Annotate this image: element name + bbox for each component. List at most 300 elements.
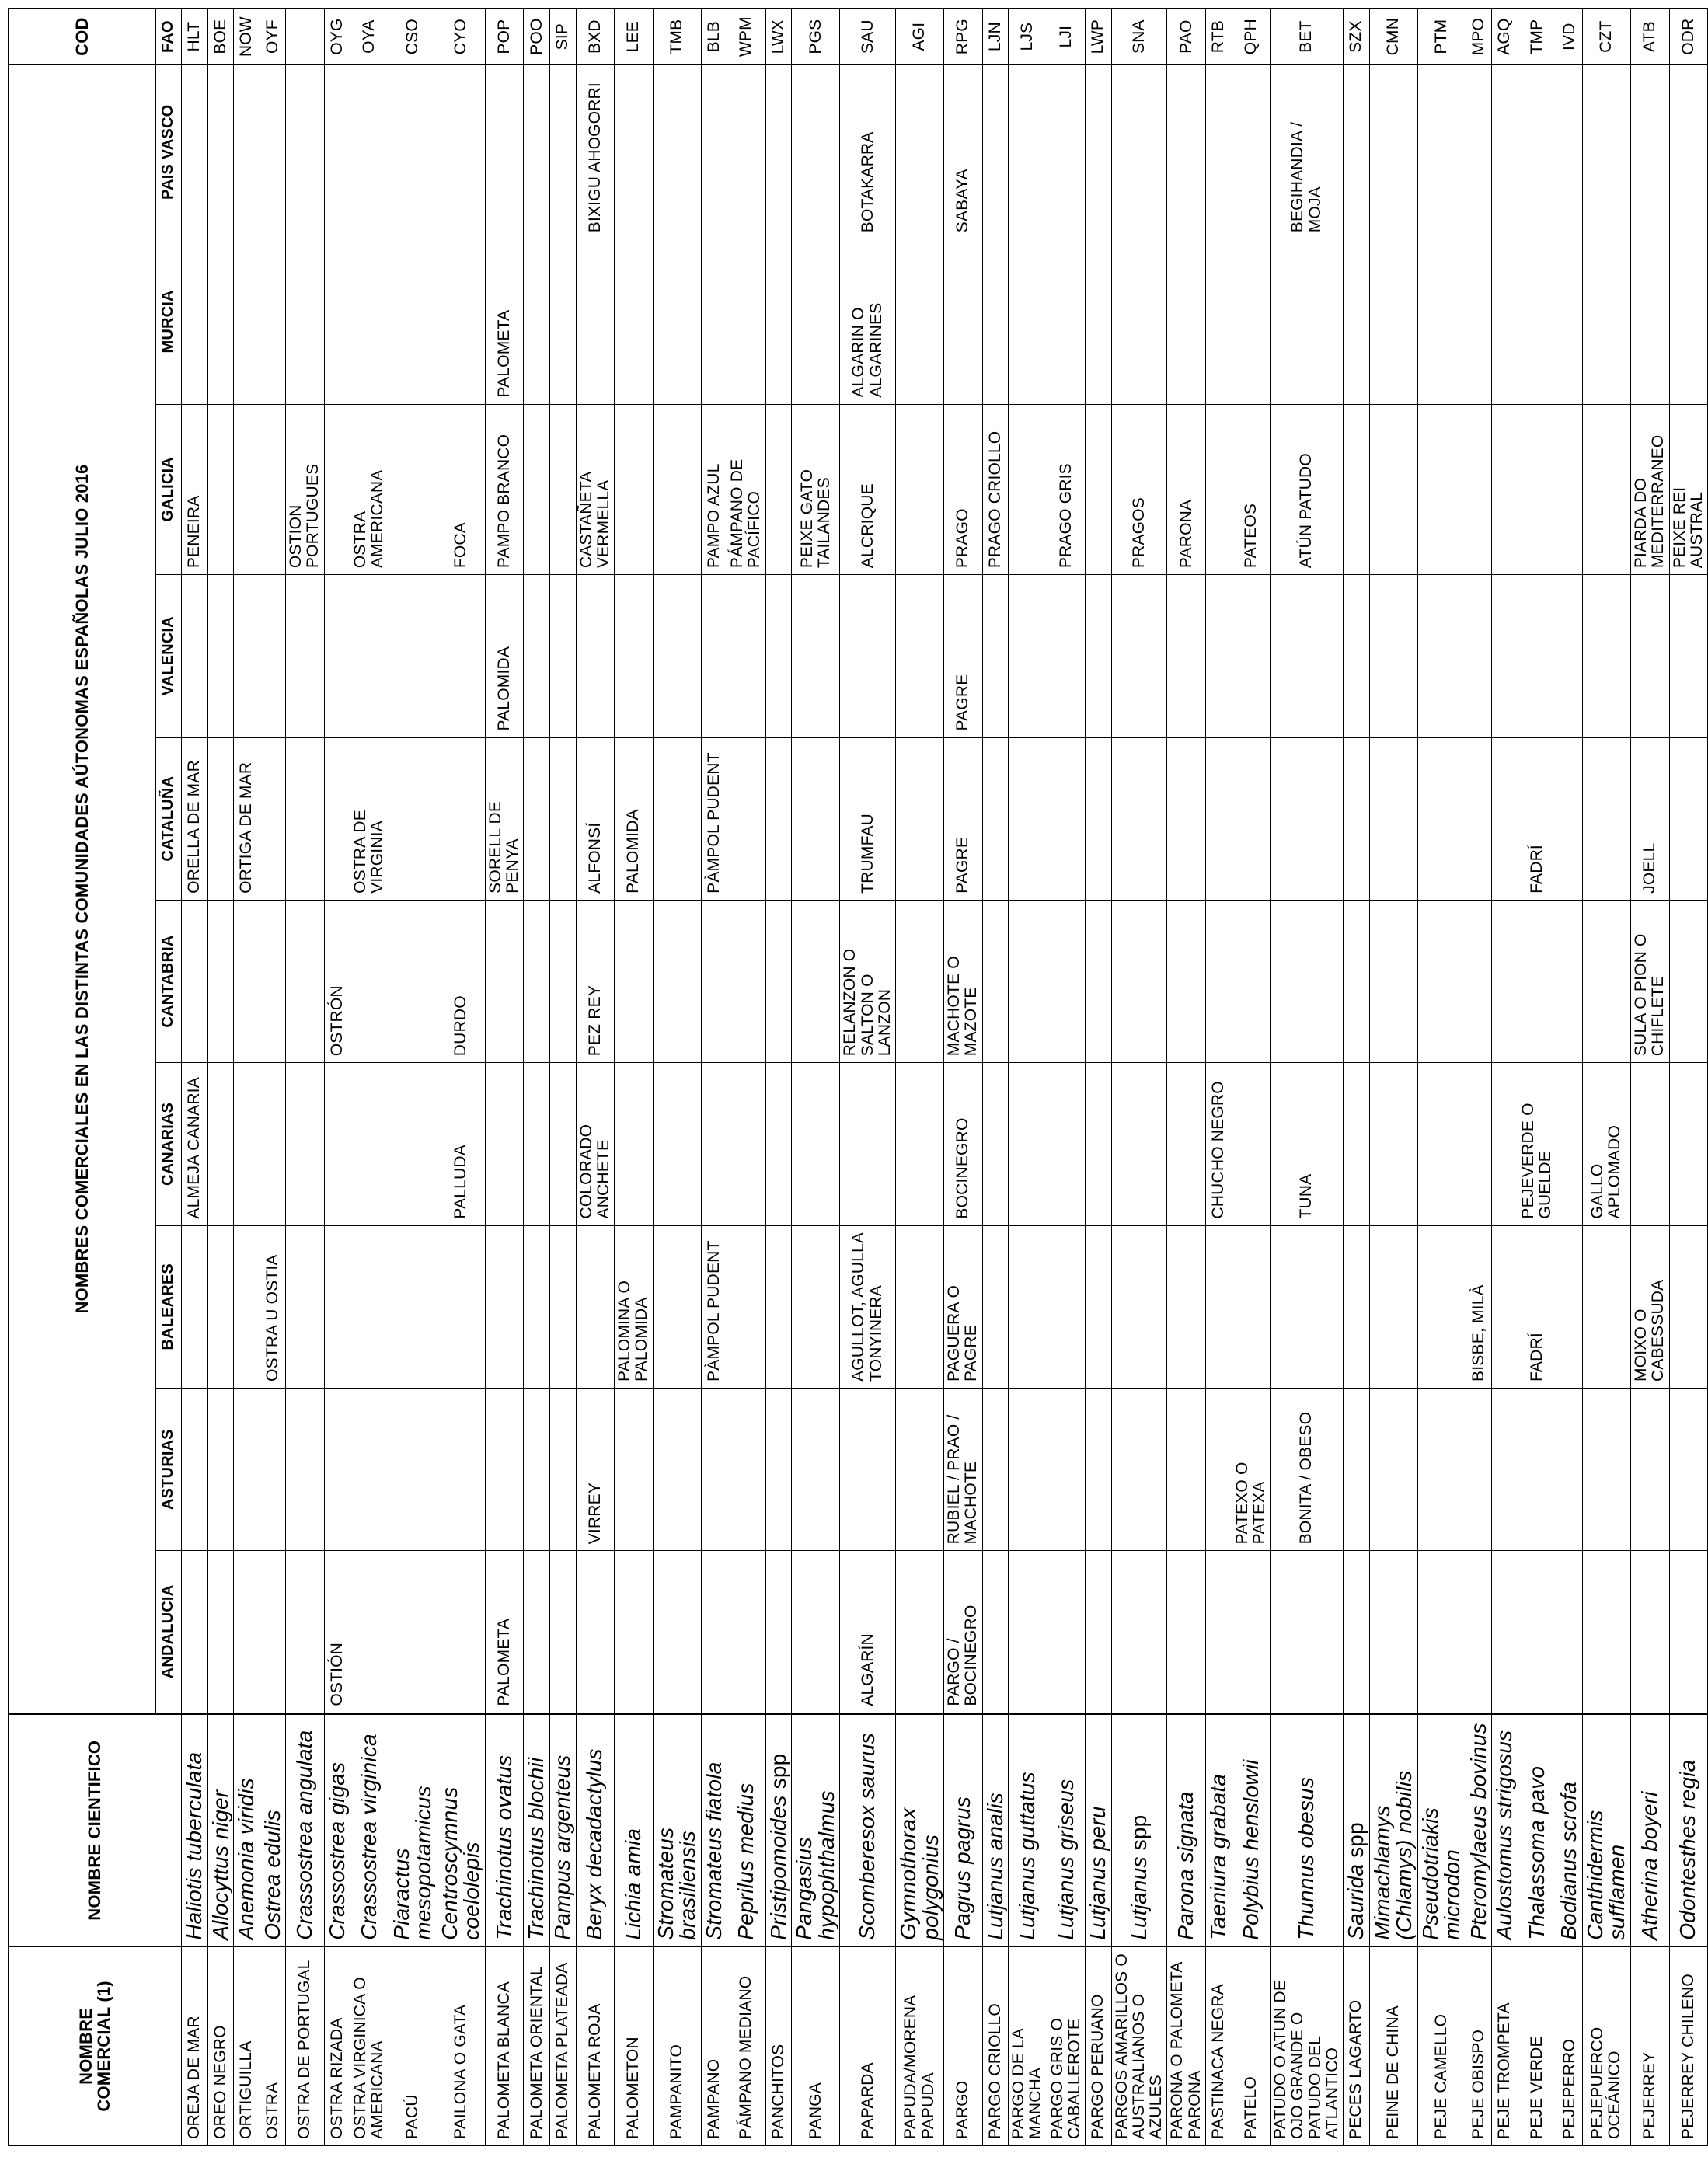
- cell-region-pais-vasco: [1111, 65, 1167, 239]
- cell-region-valencia: [1582, 575, 1630, 737]
- cell-region-murcia: [792, 239, 840, 404]
- cell-fao-code: PAO: [1167, 9, 1206, 65]
- cell-region-andalucia: [1047, 1551, 1086, 1713]
- cell-region-pais-vasco: [485, 65, 524, 239]
- scientific-name: Crassostrea gigas: [324, 1761, 349, 1940]
- cell-region-cantabria: [982, 900, 1009, 1062]
- cell-region-galicia: PRAGO CRIOLLO: [982, 404, 1009, 575]
- scientific-name: Haliotis tuberculata: [182, 1751, 206, 1940]
- cell-region-cantabria: [549, 900, 576, 1062]
- scientific-name: Polybius henslowii: [1238, 1759, 1263, 1940]
- cell-nombre-cientifico: [727, 1713, 766, 1946]
- cell-region-baleares: [1556, 1225, 1583, 1388]
- cell-region-valencia: [350, 575, 389, 737]
- cell-region-asturias: [437, 1388, 485, 1550]
- rotated-sheet: [8, 8, 1706, 2146]
- cell-nombre-comercial: PATUDO O ATUN DE OJO GRANDE O PATUDO DEL ATLANTICO: [1271, 1946, 1344, 2145]
- cell-fao-code: OYA: [350, 9, 389, 65]
- cell-region-asturias: [982, 1388, 1009, 1550]
- cell-region-murcia: [1111, 239, 1167, 404]
- cell-nombre-comercial: PEJEPUERCO OCEÁNICO: [1582, 1946, 1630, 2145]
- cell-region-andalucia: [982, 1551, 1009, 1713]
- cell-region-pais-vasco: [1518, 65, 1556, 239]
- cell-fao-code: LEE: [615, 9, 654, 65]
- scientific-name: Lutjanus: [1126, 1856, 1151, 1940]
- cell-region-canarias: [524, 1063, 550, 1225]
- cell-region-baleares: PÀMPOL PUDENT: [701, 1225, 727, 1388]
- cell-region-canarias: [207, 1063, 234, 1225]
- cell-region-asturias: [1167, 1388, 1206, 1550]
- cell-region-pais-vasco: [653, 65, 701, 239]
- cell-region-pais-vasco: [389, 65, 437, 239]
- cell-region-murcia: [324, 239, 350, 404]
- cell-region-asturias: [1582, 1388, 1630, 1550]
- cell-region-murcia: [1344, 239, 1370, 404]
- cell-region-murcia: [615, 239, 654, 404]
- cell-nombre-comercial: OSTRA DE PORTUGAL: [286, 1946, 325, 2145]
- cell-region-pais-vasco: [324, 65, 350, 239]
- cell-nombre-comercial: PARGO: [944, 1946, 983, 2145]
- cell-nombre-cientifico: [234, 1713, 260, 1946]
- cell-region-pais-vasco: [1631, 65, 1670, 239]
- cell-nombre-comercial: PAMPANITO: [653, 1946, 701, 2145]
- cell-region-asturias: [350, 1388, 389, 1550]
- cell-fao-code: PGS: [792, 9, 840, 65]
- cell-region-galicia: PRAGOS: [1111, 404, 1167, 575]
- cell-fao-code: QPH: [1232, 9, 1271, 65]
- cell-region-cataluña: [1417, 737, 1466, 900]
- cell-region-valencia: [792, 575, 840, 737]
- scientific-name: Trachinotus ovatus: [491, 1755, 516, 1940]
- cell-region-valencia: [615, 575, 654, 737]
- cell-region-galicia: [615, 404, 654, 575]
- cell-region-pais-vasco: [1232, 65, 1271, 239]
- cell-region-asturias: [286, 1388, 325, 1550]
- cell-region-murcia: [1232, 239, 1271, 404]
- cell-region-galicia: [324, 404, 350, 575]
- cell-region-murcia: [896, 239, 944, 404]
- species-suffix: spp: [1344, 1822, 1368, 1858]
- header-nombre-cientifico: NOMBRE CIENTIFICO: [9, 1713, 182, 1946]
- cell-region-cantabria: [1369, 900, 1417, 1062]
- cell-region-cantabria: [1271, 900, 1344, 1062]
- cell-region-andalucia: [1669, 1551, 1708, 1713]
- cell-region-pais-vasco: [1167, 65, 1206, 239]
- cell-region-baleares: [437, 1225, 485, 1388]
- cell-region-galicia: [1556, 404, 1583, 575]
- cell-region-valencia: [1047, 575, 1086, 737]
- cell-region-cataluña: ALFONSÍ: [576, 737, 615, 900]
- cell-nombre-comercial: PEJE CAMELLO: [1417, 1946, 1466, 2145]
- cell-region-murcia: [1417, 239, 1466, 404]
- cell-region-cantabria: [1518, 900, 1556, 1062]
- cell-region-murcia: [389, 239, 437, 404]
- cell-region-canarias: [982, 1063, 1009, 1225]
- cell-region-canarias: [896, 1063, 944, 1225]
- cell-region-baleares: [896, 1225, 944, 1388]
- cell-fao-code: NOW: [234, 9, 260, 65]
- cell-fao-code: OYG: [324, 9, 350, 65]
- cell-nombre-cientifico: [524, 1713, 550, 1946]
- table-row: [286, 9, 325, 2146]
- cell-region-cataluña: [1344, 737, 1370, 900]
- cell-region-cataluña: [1167, 737, 1206, 900]
- cell-region-andalucia: [234, 1551, 260, 1713]
- cell-region-baleares: [1205, 1225, 1232, 1388]
- cell-region-cataluña: [260, 737, 286, 900]
- cell-region-baleares: [1086, 1225, 1112, 1388]
- cell-region-cantabria: [1556, 900, 1583, 1062]
- cell-nombre-comercial: PALOMETA ROJA: [576, 1946, 615, 2145]
- cell-region-galicia: PAMPO BRANCO: [485, 404, 524, 575]
- cell-region-canarias: [1167, 1063, 1206, 1225]
- cell-nombre-cientifico: [1205, 1713, 1232, 1946]
- cell-region-murcia: [1271, 239, 1344, 404]
- cell-region-valencia: [1344, 575, 1370, 737]
- cell-region-murcia: [1167, 239, 1206, 404]
- cell-nombre-cientifico: [840, 1713, 896, 1946]
- cell-fao-code: LJN: [982, 9, 1009, 65]
- cell-region-galicia: [1086, 404, 1112, 575]
- cell-region-murcia: [1631, 239, 1670, 404]
- cell-region-cataluña: [1582, 737, 1630, 900]
- cell-region-cataluña: PÀMPOL PUDENT: [701, 737, 727, 900]
- cell-fao-code: TMB: [653, 9, 701, 65]
- cell-region-cantabria: [260, 900, 286, 1062]
- cell-nombre-comercial: PALOMETA BLANCA: [485, 1946, 524, 2145]
- cell-region-cantabria: [234, 900, 260, 1062]
- cell-region-asturias: PATEXO O PATEXA: [1232, 1388, 1271, 1550]
- scientific-name: Ostrea edulis: [260, 1810, 284, 1940]
- cell-region-cantabria: [182, 900, 208, 1062]
- scientific-name: Taeniura grabata: [1205, 1773, 1230, 1940]
- cell-nombre-cientifico: [896, 1713, 944, 1946]
- cell-nombre-comercial: OSTRA: [260, 1946, 286, 2145]
- table-row: [1111, 9, 1167, 2146]
- cell-nombre-cientifico: [1669, 1713, 1708, 1946]
- cell-region-cataluña: [524, 737, 550, 900]
- cell-fao-code: BET: [1271, 9, 1344, 65]
- cell-nombre-comercial: PEJE TROMPETA: [1492, 1946, 1518, 2145]
- cell-region-asturias: [234, 1388, 260, 1550]
- cell-region-galicia: PRAGO GRIS: [1047, 404, 1086, 575]
- cell-fao-code: AGI: [896, 9, 944, 65]
- cell-fao-code: AGQ: [1492, 9, 1518, 65]
- cell-region-baleares: [1167, 1225, 1206, 1388]
- scientific-name: Allocyttus niger: [207, 1789, 232, 1940]
- cell-region-galicia: [1344, 404, 1370, 575]
- cell-fao-code: SAU: [840, 9, 896, 65]
- table-row: [1047, 9, 1086, 2146]
- cell-region-murcia: [1047, 239, 1086, 404]
- table-row: [1556, 9, 1583, 2146]
- cell-fao-code: LWP: [1086, 9, 1112, 65]
- scientific-name: Thalassoma pavo: [1524, 1765, 1549, 1940]
- scientific-name: Lutjanus guttatus: [1015, 1772, 1040, 1940]
- cell-region-cantabria: [1047, 900, 1086, 1062]
- cell-region-cataluña: [1111, 737, 1167, 900]
- cell-region-cataluña: [896, 737, 944, 900]
- table-row: [727, 9, 766, 2146]
- cell-region-cantabria: [286, 900, 325, 1062]
- cell-region-asturias: [896, 1388, 944, 1550]
- cell-region-andalucia: [1556, 1551, 1583, 1713]
- cell-region-asturias: RUBIEL / PRAO / MACHOTE: [944, 1388, 983, 1550]
- header-nombre-comercial: NOMBRE COMERCIAL (1): [9, 1946, 182, 2145]
- cell-region-valencia: [1518, 575, 1556, 737]
- cell-region-murcia: [944, 239, 983, 404]
- commercial-names-table: [8, 8, 1708, 2146]
- cell-region-baleares: [1492, 1225, 1518, 1388]
- cell-region-andalucia: [1344, 1551, 1370, 1713]
- cell-region-murcia: PALOMETA: [485, 239, 524, 404]
- cell-region-cantabria: [1492, 900, 1518, 1062]
- cell-region-pais-vasco: [701, 65, 727, 239]
- cell-region-canarias: [1086, 1063, 1112, 1225]
- cell-region-asturias: [485, 1388, 524, 1550]
- cell-region-andalucia: [207, 1551, 234, 1713]
- cell-region-murcia: [182, 239, 208, 404]
- cell-region-andalucia: [727, 1551, 766, 1713]
- cell-region-andalucia: [1167, 1551, 1206, 1713]
- cell-region-andalucia: [1086, 1551, 1112, 1713]
- cell-region-andalucia: [286, 1551, 325, 1713]
- table-row: [944, 9, 983, 2146]
- cell-region-andalucia: [1205, 1551, 1232, 1713]
- cell-region-murcia: [765, 239, 792, 404]
- cell-region-baleares: [549, 1225, 576, 1388]
- cell-nombre-cientifico: [1582, 1713, 1630, 1946]
- cell-region-canarias: [727, 1063, 766, 1225]
- table-row: [1631, 9, 1670, 2146]
- cell-nombre-comercial: PÁMPANO MEDIANO: [727, 1946, 766, 2145]
- cell-region-pais-vasco: [1417, 65, 1466, 239]
- scientific-name: Beryx decadactylus: [582, 1748, 607, 1940]
- table-body: [182, 9, 1708, 2146]
- cell-region-asturias: [389, 1388, 437, 1550]
- header-region-galicia: GALICIA: [156, 404, 182, 575]
- cell-region-valencia: [1086, 575, 1112, 737]
- cell-fao-code: RPG: [944, 9, 983, 65]
- cell-region-galicia: [765, 404, 792, 575]
- cell-region-galicia: [1417, 404, 1466, 575]
- cell-region-andalucia: [524, 1551, 550, 1713]
- cell-region-cataluña: [286, 737, 325, 900]
- cell-nombre-cientifico: [182, 1713, 208, 1946]
- cell-region-valencia: [896, 575, 944, 737]
- header-region-valencia: VALENCIA: [156, 575, 182, 737]
- cell-region-valencia: [260, 575, 286, 737]
- cell-region-valencia: [1492, 575, 1518, 737]
- header-title: NOMBRES COMERCIALES EN LAS DISTINTAS COMUNIDADES AÚTONOMAS ESPAÑOLAS JULIO 2016: [9, 65, 156, 1713]
- cell-region-asturias: [701, 1388, 727, 1550]
- cell-region-valencia: [437, 575, 485, 737]
- cell-region-andalucia: OSTIÓN: [324, 1551, 350, 1713]
- scientific-name: Canthidermis sufflamen: [1582, 1810, 1630, 1940]
- cell-nombre-comercial: ORTIGUILLA: [234, 1946, 260, 2145]
- cell-region-asturias: [1417, 1388, 1466, 1550]
- cell-fao-code: BLB: [701, 9, 727, 65]
- cell-region-cataluña: JOELL: [1631, 737, 1670, 900]
- cell-region-galicia: FOCA: [437, 404, 485, 575]
- cell-region-baleares: [1047, 1225, 1086, 1388]
- cell-region-baleares: [350, 1225, 389, 1388]
- cell-nombre-cientifico: [1111, 1713, 1167, 1946]
- cell-region-andalucia: ALGARÍN: [840, 1551, 896, 1713]
- cell-region-cataluña: [1369, 737, 1417, 900]
- table-row: [840, 9, 896, 2146]
- cell-region-andalucia: [701, 1551, 727, 1713]
- cell-nombre-comercial: PANGA: [792, 1946, 840, 2145]
- cell-region-canarias: [1631, 1063, 1670, 1225]
- cell-region-valencia: PAGRE: [944, 575, 983, 737]
- header-region-pais-vasco: PAIS VASCO: [156, 65, 182, 239]
- cell-region-valencia: [324, 575, 350, 737]
- cell-region-asturias: [1466, 1388, 1492, 1550]
- cell-region-andalucia: [1417, 1551, 1466, 1713]
- cell-region-valencia: [982, 575, 1009, 737]
- table-row: [234, 9, 260, 2146]
- cell-region-canarias: [653, 1063, 701, 1225]
- cell-region-cantabria: [1344, 900, 1370, 1062]
- cell-region-canarias: [286, 1063, 325, 1225]
- cell-nombre-cientifico: [653, 1713, 701, 1946]
- cell-region-valencia: [653, 575, 701, 737]
- cell-region-galicia: [389, 404, 437, 575]
- cell-region-baleares: [1271, 1225, 1344, 1388]
- cell-nombre-cientifico: [1167, 1713, 1206, 1946]
- scientific-name: Pseudotriakis microdon: [1417, 1807, 1465, 1940]
- cell-region-baleares: [207, 1225, 234, 1388]
- cell-region-murcia: [234, 239, 260, 404]
- cell-region-galicia: [896, 404, 944, 575]
- cell-fao-code: CMN: [1369, 9, 1417, 65]
- cell-region-andalucia: PALOMETA: [485, 1551, 524, 1713]
- scientific-name: Crassostrea angulata: [292, 1730, 317, 1940]
- cell-region-cataluña: ORTIGA DE MAR: [234, 737, 260, 900]
- cell-nombre-comercial: PARGO CRIOLLO: [982, 1946, 1009, 2145]
- cell-region-pais-vasco: [286, 65, 325, 239]
- cell-region-valencia: [727, 575, 766, 737]
- cell-region-andalucia: [1582, 1551, 1630, 1713]
- cell-region-galicia: PEIXE REI AUSTRAL: [1669, 404, 1708, 575]
- cell-region-canarias: [1344, 1063, 1370, 1225]
- cell-region-baleares: [182, 1225, 208, 1388]
- table-row: [653, 9, 701, 2146]
- cell-nombre-comercial: PATELO: [1232, 1946, 1271, 2145]
- cell-region-pais-vasco: [549, 65, 576, 239]
- cell-region-canarias: [840, 1063, 896, 1225]
- scientific-name: Stromateus fiatola: [701, 1761, 726, 1940]
- cell-region-cantabria: OSTRÓN: [324, 900, 350, 1062]
- cell-region-pais-vasco: [1582, 65, 1630, 239]
- cell-region-canarias: [1047, 1063, 1086, 1225]
- cell-region-valencia: [549, 575, 576, 737]
- cell-region-baleares: [389, 1225, 437, 1388]
- cell-region-cantabria: [727, 900, 766, 1062]
- cell-region-canarias: TUNA: [1271, 1063, 1344, 1225]
- cell-region-cataluña: [324, 737, 350, 900]
- cell-region-asturias: [727, 1388, 766, 1550]
- cell-region-galicia: [1518, 404, 1556, 575]
- cell-region-asturias: [549, 1388, 576, 1550]
- cell-region-valencia: [1232, 575, 1271, 737]
- scientific-name: Gymnothorax polygonius: [896, 1807, 943, 1940]
- cell-region-murcia: [207, 239, 234, 404]
- cell-region-pais-vasco: [1009, 65, 1047, 239]
- cell-region-canarias: [765, 1063, 792, 1225]
- cell-region-canarias: [234, 1063, 260, 1225]
- cell-nombre-comercial: PALOMETON: [615, 1946, 654, 2145]
- table-row: [1344, 9, 1370, 2146]
- cell-region-andalucia: [576, 1551, 615, 1713]
- cell-fao-code: POO: [524, 9, 550, 65]
- scientific-name: Stromateus brasiliensis: [653, 1827, 700, 1940]
- cell-nombre-comercial: PAPARDA: [840, 1946, 896, 2145]
- cell-region-cantabria: [207, 900, 234, 1062]
- cell-region-galicia: OSTION PORTUGUES: [286, 404, 325, 575]
- cell-nombre-comercial: PALOMETA ORIENTAL: [524, 1946, 550, 2145]
- cell-region-asturias: [653, 1388, 701, 1550]
- cell-region-canarias: BOCINEGRO: [944, 1063, 983, 1225]
- cell-region-canarias: [1466, 1063, 1492, 1225]
- cell-region-asturias: [1518, 1388, 1556, 1550]
- scientific-name: Saurida: [1344, 1863, 1368, 1940]
- cell-region-andalucia: [765, 1551, 792, 1713]
- cell-nombre-cientifico: [615, 1713, 654, 1946]
- cell-nombre-comercial: PEINE DE CHINA: [1369, 1946, 1417, 2145]
- cell-region-andalucia: [1009, 1551, 1047, 1713]
- cell-region-asturias: [524, 1388, 550, 1550]
- cell-nombre-cientifico: [1047, 1713, 1086, 1946]
- cell-fao-code: IVD: [1556, 9, 1583, 65]
- table-row: [324, 9, 350, 2146]
- cell-region-baleares: PALOMINA O PALOMIDA: [615, 1225, 654, 1388]
- cell-region-murcia: [1009, 239, 1047, 404]
- cell-region-baleares: [653, 1225, 701, 1388]
- cell-region-galicia: CASTAÑETA VERMELLA: [576, 404, 615, 575]
- cell-region-baleares: PAGUERA O PAGRE: [944, 1225, 983, 1388]
- table-row: [524, 9, 550, 2146]
- table-row: [1369, 9, 1417, 2146]
- cell-region-pais-vasco: [1047, 65, 1086, 239]
- cell-region-pais-vasco: [207, 65, 234, 239]
- cell-nombre-comercial: PARGO GRIS O CABALLEROTE: [1047, 1946, 1086, 2145]
- cell-fao-code: WPM: [727, 9, 766, 65]
- cell-region-baleares: [324, 1225, 350, 1388]
- scientific-name: Pagrus pagrus: [950, 1796, 975, 1940]
- cell-region-galicia: PARONA: [1167, 404, 1206, 575]
- cell-region-canarias: [350, 1063, 389, 1225]
- cell-region-pais-vasco: [1492, 65, 1518, 239]
- cell-fao-code: RTB: [1205, 9, 1232, 65]
- cell-region-baleares: [1669, 1225, 1708, 1388]
- cell-region-cantabria: DURDO: [437, 900, 485, 1062]
- cell-nombre-comercial: PAPUDA/MORENA PAPUDA: [896, 1946, 944, 2145]
- scientific-name: Pampus argenteus: [549, 1755, 574, 1940]
- table-row: [1669, 9, 1708, 2146]
- cell-region-asturias: [1669, 1388, 1708, 1550]
- cell-nombre-comercial: OSTRA VIRGINICA O AMERICANA: [350, 1946, 389, 2145]
- cell-region-valencia: [1466, 575, 1492, 737]
- cell-region-andalucia: [1271, 1551, 1344, 1713]
- cell-region-baleares: [1369, 1225, 1417, 1388]
- cell-region-murcia: [653, 239, 701, 404]
- cell-region-canarias: [1556, 1063, 1583, 1225]
- cell-region-andalucia: [1369, 1551, 1417, 1713]
- cell-nombre-comercial: PEJERREY: [1631, 1946, 1670, 2145]
- cell-nombre-cientifico: [207, 1713, 234, 1946]
